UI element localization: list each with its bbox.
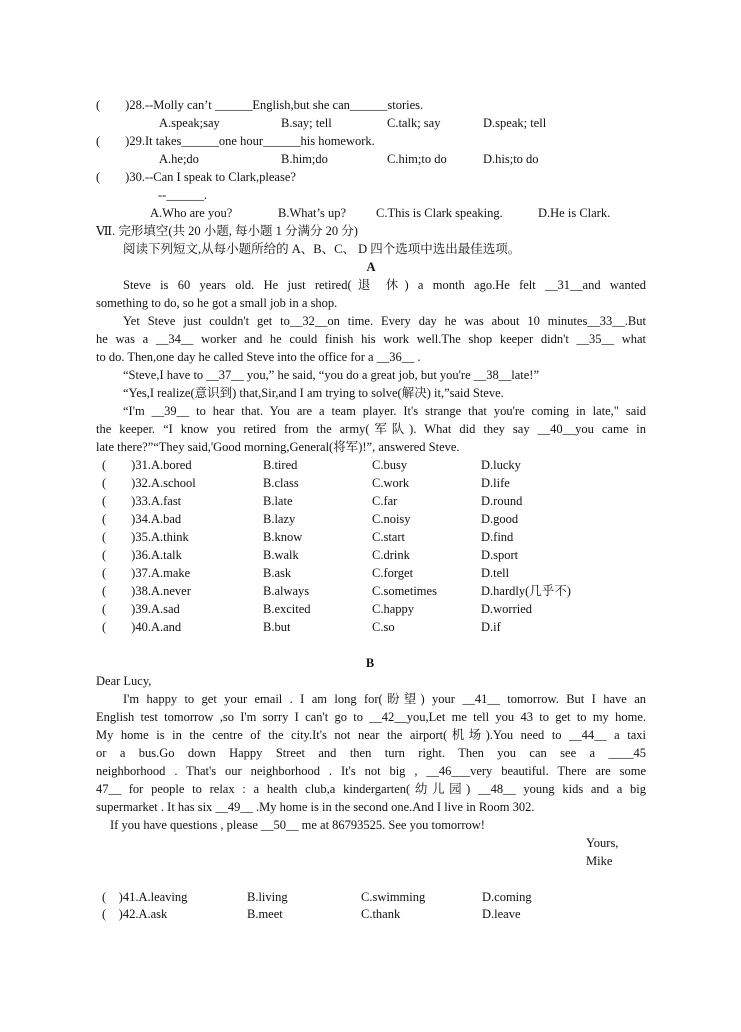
passage-a-line-7: “Yes,I realize(意识到) that,Sir,and I am trying to solve(解决) it,”said Steve. [123,386,504,400]
option-41-c: C.swimming [361,890,426,904]
option-36-b: B.walk [263,548,299,562]
q30-reply: --______. [158,188,207,202]
option-33-b: B.late [263,494,293,508]
passage-b-line-1: I'm happy to get your email . I am long for(盼望) your __41__ tomorrow. But I have an [123,692,646,706]
option-33-a: ( )33.A.fast [102,494,182,508]
option-40-c: C.so [372,620,395,634]
q29-option-d: D.his;to do [483,152,539,166]
option-42-b: B.meet [247,907,283,921]
option-36-a: ( )36.A.talk [102,548,182,562]
option-42-d: D.leave [482,907,521,921]
question-30: ( )30.--Can I speak to Clark,please? [96,170,296,184]
option-31-a: ( )31.A.bored [102,458,192,472]
option-31-d: D.lucky [481,458,521,472]
q28-option-a: A.speak;say [159,116,220,130]
option-37-a: ( )37.A.make [102,566,191,580]
question-28: ( )28.--Molly can’t ______English,but she can______stories. [96,98,424,112]
option-39-d: D.worried [481,602,533,616]
q30-option-b: B.What’s up? [278,206,347,220]
option-32-a: ( )32.A.school [102,476,196,490]
passage-b-line-5: neighborhood . That's our neighborhood . It's not big , __46___very beautiful. There are some [96,764,646,778]
option-34-d: D.good [481,512,519,526]
section-instruction: 阅读下列短文,从每小题所给的 A、B、C、 D 四个选项中选出最佳选项。 [123,242,521,256]
passage-a-line-6: “Steve,I have to __37__ you,” he said, “you do a great job, but you're __38__late!” [123,368,540,382]
option-41-b: B.living [247,890,288,904]
option-37-b: B.ask [263,566,292,580]
section-heading: Ⅶ. 完形填空(共 20 小题, 每小题 1 分满分 20 分) [96,224,358,238]
option-35-a: ( )35.A.think [102,530,189,544]
option-35-c: C.start [372,530,405,544]
passage-b-label: B [365,656,375,670]
passage-a-line-9: the keeper. “I know you retired from the army(军队). What did they say __40__you came in [96,422,646,436]
letter-greeting: Dear Lucy, [96,674,152,688]
passage-a-line-10: late there?”“They said,'Good morning,General(将军)!”, answered Steve. [96,440,460,454]
passage-a-line-1: Steve is 60 years old. He just retired(退 休) a month ago.He felt __31__and wanted [123,278,646,292]
option-40-b: B.but [263,620,291,634]
option-39-b: B.excited [263,602,311,616]
passage-a-line-3: Yet Steve just couldn't get to__32__on time. Every day he was about 10 minutes__33__.But [123,314,646,328]
option-34-b: B.lazy [263,512,296,526]
letter-closing: Yours, [586,836,619,850]
option-40-d: D.if [481,620,501,634]
passage-b-line-3: My home is in the centre of the city.It's not near the airport(机场).You need to __44__ a taxi [96,728,646,742]
q28-option-d: D.speak; tell [483,116,547,130]
q29-option-c: C.him;to do [387,152,447,166]
option-38-c: C.sometimes [372,584,437,598]
option-37-c: C.forget [372,566,414,580]
option-32-d: D.life [481,476,510,490]
option-31-b: B.tired [263,458,298,472]
option-34-c: C.noisy [372,512,411,526]
option-35-d: D.find [481,530,514,544]
option-41-a: ( )41.A.leaving [102,890,188,904]
passage-b-line-6: 47__ for people to relax : a health club,a kindergarten(幼儿园) __48__ young kids and a big [96,782,646,796]
question-29: ( )29.It takes______one hour______his homework. [96,134,375,148]
passage-a-line-8: “I'm __39__ to hear that. You are a team player. It's strange that you're coming in late," said [123,404,646,418]
passage-b-line-4: or a bus.Go down Happy Street and then turn right. Then you can see a ____45 [96,746,646,760]
option-35-b: B.know [263,530,303,544]
q28-option-c: C.talk; say [387,116,441,130]
option-33-d: D.round [481,494,523,508]
option-36-d: D.sport [481,548,519,562]
passage-a-line-5: to do. Then,one day he called Steve into the office for a __36__ . [96,350,421,364]
q28-option-b: B.say; tell [281,116,332,130]
passage-a-label: A [366,260,376,274]
passage-b-line-2: English test tomorrow ,so I'm sorry I can't go to __42__you,Let me tell you 43 to get to my home. [96,710,646,724]
option-40-a: ( )40.A.and [102,620,182,634]
option-42-a: ( )42.A.ask [102,907,168,921]
q30-option-d: D.He is Clark. [538,206,611,220]
q30-option-a: A.Who are you? [150,206,233,220]
option-41-d: D.coming [482,890,532,904]
q29-option-b: B.him;do [281,152,328,166]
option-31-c: C.busy [372,458,408,472]
passage-b-line-7: supermarket . It has six __49__ .My home is in the second one.And I live in Room 302. [96,800,535,814]
passage-a-line-2: something to do, so he got a small job in a shop. [96,296,338,310]
option-34-a: ( )34.A.bad [102,512,182,526]
option-39-c: C.happy [372,602,415,616]
option-32-b: B.class [263,476,299,490]
option-38-a: ( )38.A.never [102,584,191,598]
option-33-c: C.far [372,494,398,508]
letter-signature: Mike [586,854,613,868]
passage-a-line-4: he was a __34__ worker and he could finish his work well.The shop keeper didn't __35__ what [96,332,646,346]
passage-b-line-8: If you have questions , please __50__ me at 86793525. See you tomorrow! [110,818,485,832]
option-39-a: ( )39.A.sad [102,602,180,616]
option-38-b: B.always [263,584,310,598]
option-37-d: D.tell [481,566,510,580]
q30-option-c: C.This is Clark speaking. [376,206,503,220]
q29-option-a: A.he;do [159,152,199,166]
option-42-c: C.thank [361,907,401,921]
option-36-c: C.drink [372,548,410,562]
option-32-c: C.work [372,476,410,490]
option-38-d: D.hardly(几乎不) [481,584,571,598]
